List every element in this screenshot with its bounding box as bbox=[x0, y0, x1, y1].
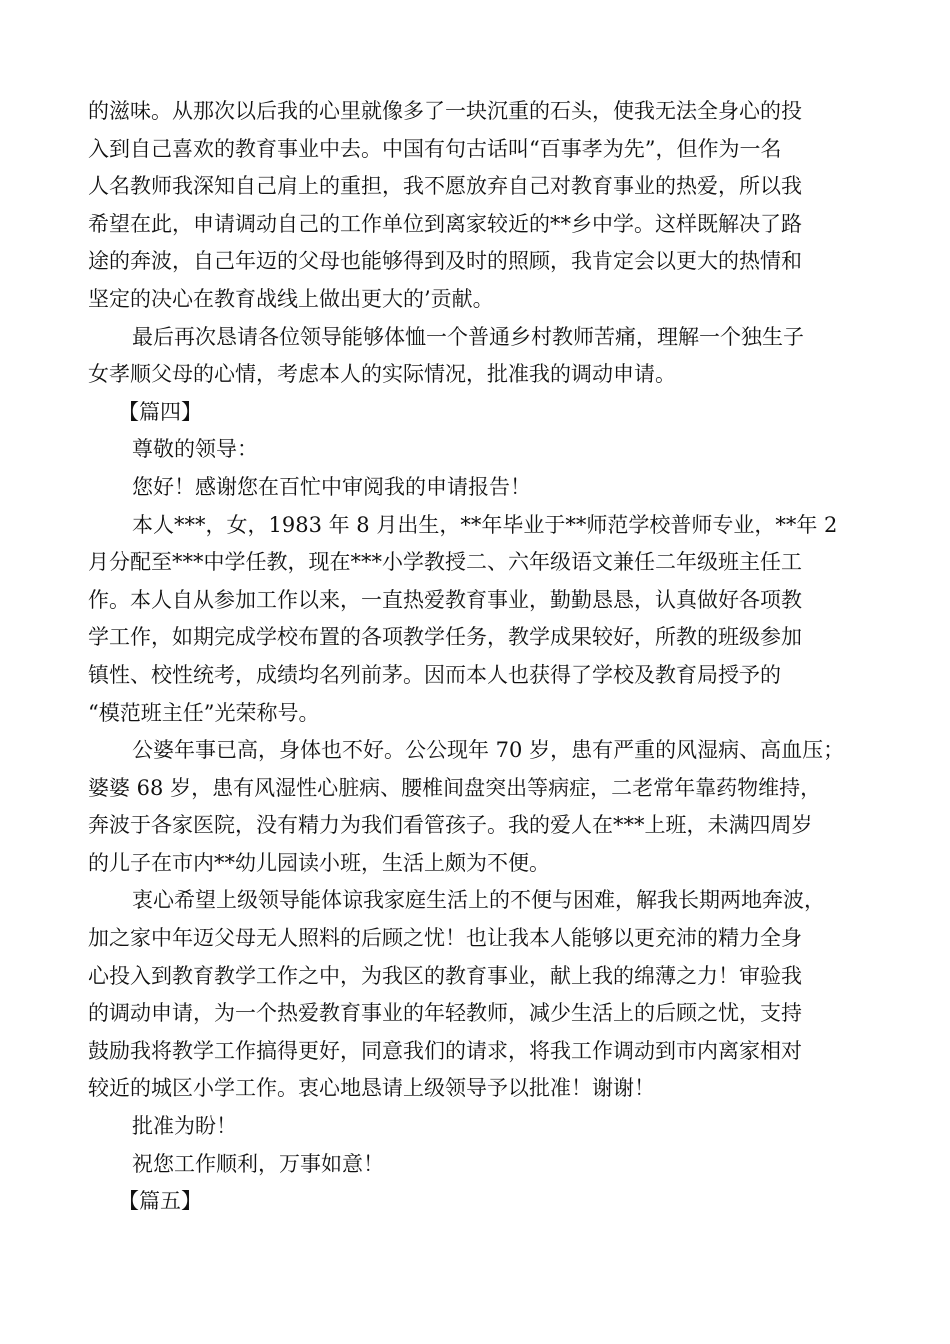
section-heading: 【篇四】 bbox=[118, 399, 202, 424]
document-body bbox=[88, 93, 868, 1221]
paragraph-line: 加之家中年迈父母无人照料的后顾之忧！也让我本人能够以更充沛的精力全身 bbox=[88, 926, 802, 951]
paragraph-line: 最后再次恳请各位领导能够体恤一个普通乡村教师苦痛，理解一个独生子 bbox=[132, 324, 804, 349]
paragraph-line: 作。本人自从参加工作以来，一直热爱教育事业，勤勤恳恳，认真做好各项教 bbox=[88, 587, 802, 612]
paragraph-line: 鼓励我将教学工作搞得更好，同意我们的请求，将我工作调动到市内离家相对 bbox=[88, 1038, 802, 1063]
paragraph-line: 的调动申请，为一个热爱教育事业的年轻教师，减少生活上的后顾之忧，支持 bbox=[88, 1001, 802, 1026]
paragraph-line: 镇性、校性统考，成绩均名列前茅。因而本人也获得了学校及教育局授予的 bbox=[88, 662, 781, 687]
paragraph-line: 学工作，如期完成学校布置的各项教学任务，教学成果较好，所教的班级参加 bbox=[88, 625, 802, 650]
paragraph-line: 入到自己喜欢的教育事业中去。中国有句古话叫“百事孝为先”，但作为一名 bbox=[88, 136, 782, 161]
paragraph-line: 尊敬的领导： bbox=[132, 437, 258, 462]
paragraph-line: 的儿子在市内**幼儿园读小班，生活上颇为不便。 bbox=[88, 850, 550, 875]
paragraph-line: 衷心希望上级领导能体谅我家庭生活上的不便与困难，解我长期两地奔波， bbox=[132, 888, 825, 913]
paragraph-line: “模范班主任”光荣称号。 bbox=[88, 700, 320, 725]
section-heading: 【篇五】 bbox=[118, 1189, 202, 1214]
paragraph-line: 公婆年事已高，身体也不好。公公现年 70 岁，患有严重的风湿病、高血压； bbox=[132, 738, 845, 763]
paragraph-line: 女孝顺父母的心情，考虑本人的实际情况，批准我的调动申请。 bbox=[88, 362, 676, 387]
paragraph-line: 途的奔波，自己年迈的父母也能够得到及时的照顾，我肯定会以更大的热情和 bbox=[88, 249, 802, 274]
paragraph-line: 的滋味。从那次以后我的心里就像多了一块沉重的石头，使我无法全身心的投 bbox=[88, 99, 802, 123]
paragraph-line: 坚定的决心在教育战线上做出更大的’贡献。 bbox=[88, 286, 494, 311]
paragraph-line: 您好！感谢您在百忙中审阅我的申请报告！ bbox=[132, 474, 531, 499]
paragraph-line: 婆婆 68 岁，患有风湿性心脏病、腰椎间盘突出等病症，二老常年靠药物维持， bbox=[88, 775, 822, 800]
paragraph-line: 希望在此，申请调动自己的工作单位到离家较近的**乡中学。这样既解决了路 bbox=[88, 211, 802, 236]
paragraph-line: 本人***，女，1983 年 8 月出生，**年毕业于**师范学校普师专业，**年 2 bbox=[132, 512, 838, 537]
paragraph-line: 心投入到教育教学工作之中，为我区的教育事业，献上我的绵薄之力！审验我 bbox=[88, 963, 802, 988]
paragraph-line: 奔波于各家医院，没有精力为我们看管孩子。我的爱人在***上班，未满四周岁 bbox=[88, 813, 813, 838]
paragraph-line: 人名教师我深知自己肩上的重担，我不愿放弃自己对教育事业的热爱，所以我 bbox=[88, 174, 802, 199]
paragraph-line: 月分配至***中学任教，现在***小学教授二、六年级语文兼任二年级班主任工 bbox=[88, 550, 802, 575]
paragraph-line: 较近的城区小学工作。衷心地恳请上级领导予以批准！谢谢！ bbox=[88, 1076, 655, 1101]
paragraph-line: 批准为盼！ bbox=[132, 1114, 237, 1139]
paragraph-line: 祝您工作顺利，万事如意！ bbox=[132, 1151, 384, 1176]
